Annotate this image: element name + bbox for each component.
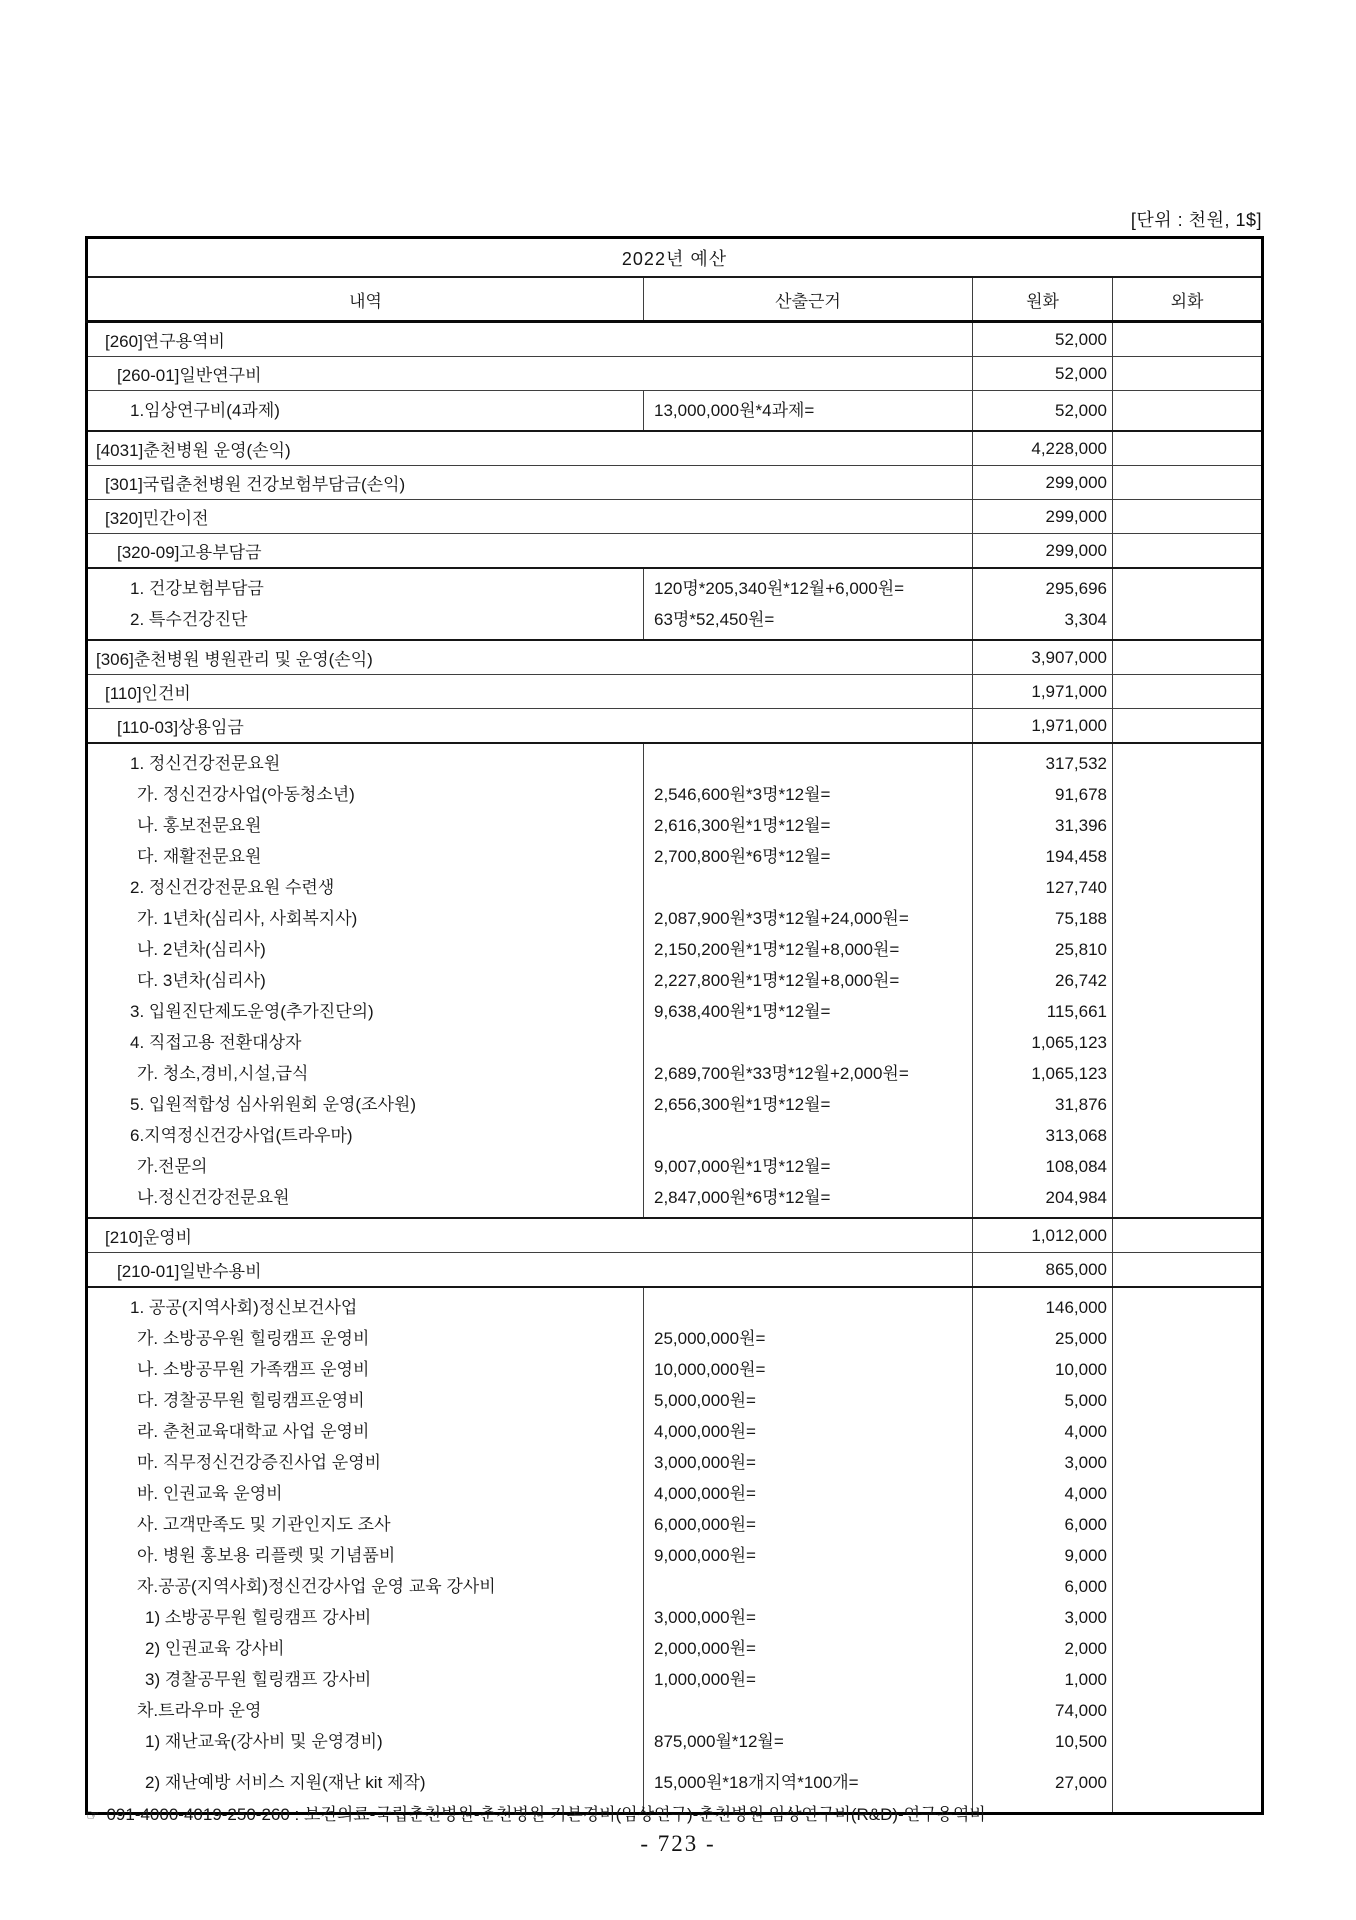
basis-line: 5,000,000원=	[654, 1391, 756, 1410]
fx-line	[1113, 1089, 1261, 1120]
krw-cell: 865,000	[973, 1253, 1113, 1288]
basis-line: 2,689,700원*33명*12월+2,000원=	[654, 1064, 909, 1083]
fx-line	[1113, 872, 1261, 903]
basis-line: 3,000,000원=	[654, 1453, 756, 1472]
fx-line	[1113, 604, 1261, 635]
basis-cell	[644, 743, 973, 1218]
krw-cell: 299,000	[973, 500, 1113, 534]
table-title-row	[87, 238, 1263, 278]
item-cell: [260-01]일반연구비	[87, 357, 973, 391]
basis-line	[644, 872, 972, 903]
table-row	[87, 500, 1263, 534]
item-line: 나. 소방공무원 가족캠프 운영비	[137, 1360, 370, 1379]
item-cell: [260]연구용역비	[87, 322, 973, 357]
basis-line: 2,150,200원*1명*12월+8,000원=	[654, 940, 900, 959]
item-cell: [210]운영비	[87, 1218, 973, 1253]
basis-line: 4,000,000원=	[654, 1484, 756, 1503]
item-line: 2. 특수건강진단	[130, 610, 248, 629]
basis-line: 9,638,400원*1명*12월=	[654, 1002, 831, 1021]
table-title: 2022년 예산	[87, 238, 1263, 278]
krw-line: 31,876	[1055, 1095, 1107, 1114]
basis-line: 2,656,300원*1명*12월=	[654, 1095, 831, 1114]
item-line: 2. 정신건강전문요원 수련생	[130, 878, 335, 897]
basis-line: 2,847,000원*6명*12월=	[654, 1188, 831, 1207]
table-row	[87, 322, 1263, 357]
item-line: 3) 경찰공무원 힐링캠프 강사비	[145, 1670, 372, 1689]
table-row	[87, 466, 1263, 500]
item-line: 아. 병원 홍보용 리플렛 및 기념품비	[137, 1546, 396, 1565]
item-cell	[87, 568, 644, 640]
fx-line	[1113, 1767, 1261, 1798]
krw-line: 74,000	[1055, 1701, 1107, 1720]
table-row	[87, 1287, 1263, 1814]
krw-line: 115,661	[1046, 1002, 1107, 1021]
col-header-fx: 외화	[1113, 277, 1263, 322]
fx-line	[1113, 1664, 1261, 1695]
basis-line: 9,000,000원=	[654, 1546, 756, 1565]
footnote	[86, 1800, 986, 1825]
basis-line: 10,000,000원=	[654, 1360, 766, 1379]
krw-cell: 299,000	[973, 466, 1113, 500]
item-line: 가. 청소,경비,시설,급식	[137, 1064, 309, 1083]
krw-line: 6,000	[1064, 1577, 1107, 1596]
item-cell	[87, 743, 644, 1218]
krw-cell: 4,228,000	[973, 431, 1113, 466]
krw-line: 26,742	[1055, 971, 1107, 990]
fx-line	[1113, 779, 1261, 810]
fx-line	[1113, 1447, 1261, 1478]
krw-line: 1,065,123	[1031, 1033, 1107, 1052]
table-row	[87, 709, 1263, 744]
krw-cell	[973, 1287, 1113, 1814]
table-row	[87, 357, 1263, 391]
item-cell: [320]민간이전	[87, 500, 973, 534]
basis-line: 2,700,800원*6명*12월=	[654, 847, 831, 866]
krw-line: 52,000	[1055, 401, 1107, 420]
krw-cell: 52,000	[973, 322, 1113, 357]
item-line: 가. 소방공우원 힐링캠프 운영비	[137, 1329, 370, 1348]
krw-line: 75,188	[1055, 909, 1107, 928]
basis-line	[644, 1695, 972, 1726]
fx-line	[1113, 395, 1261, 426]
fx-line	[1113, 1058, 1261, 1089]
krw-cell: 1,971,000	[973, 675, 1113, 709]
krw-cell: 52,000	[973, 357, 1113, 391]
table-row	[87, 568, 1263, 640]
fx-line	[1113, 1571, 1261, 1602]
item-line: 1) 재난교육(강사비 및 운영경비)	[145, 1732, 383, 1751]
fx-line	[1113, 934, 1261, 965]
item-cell: [110-03]상용임금	[87, 709, 973, 744]
basis-line: 15,000원*18개지역*100개=	[654, 1773, 859, 1792]
basis-line: 120명*205,340원*12월+6,000원=	[654, 579, 905, 598]
item-line: 1. 건강보험부담금	[130, 579, 264, 598]
fx-line	[1113, 1633, 1261, 1664]
pointing-hand-icon: ☞	[86, 1807, 100, 1824]
item-cell: [210-01]일반수용비	[87, 1253, 973, 1288]
col-header-basis: 산출근거	[644, 277, 973, 322]
fx-line	[1113, 1540, 1261, 1571]
table-row	[87, 431, 1263, 466]
krw-cell: 1,971,000	[973, 709, 1113, 744]
item-cell: [320-09]고용부담금	[87, 534, 973, 569]
fx-line	[1113, 1292, 1261, 1323]
krw-line: 25,810	[1055, 940, 1107, 959]
fx-cell	[1113, 322, 1263, 357]
krw-line: 2,000	[1064, 1639, 1107, 1658]
item-cell: [306]춘천병원 병원관리 및 운영(손익)	[87, 640, 973, 675]
fx-cell	[1113, 640, 1263, 675]
basis-line: 3,000,000원=	[654, 1608, 756, 1627]
fx-line	[1113, 573, 1261, 604]
col-header-item: 내역	[87, 277, 644, 322]
footnote-text: 091-4000-4019-250-260 : 보건의료-국립춘천병원-춘천병원 기본경비(임상연구)-춘천병원 임상연구비(R&D)-연구용역비	[106, 1805, 986, 1824]
fx-cell	[1113, 709, 1263, 744]
krw-line: 4,000	[1064, 1422, 1107, 1441]
basis-cell	[644, 1287, 973, 1814]
fx-line	[1113, 1027, 1261, 1058]
basis-line	[644, 748, 972, 779]
basis-line: 6,000,000원=	[654, 1515, 756, 1534]
table-row	[87, 391, 1263, 432]
fx-cell	[1113, 466, 1263, 500]
item-line: 1.임상연구비(4과제)	[130, 401, 280, 420]
fx-line	[1113, 1385, 1261, 1416]
item-cell: [301]국립춘천병원 건강보험부담금(손익)	[87, 466, 973, 500]
basis-cell	[644, 391, 973, 432]
table-row	[87, 675, 1263, 709]
basis-line: 2,000,000원=	[654, 1639, 756, 1658]
fx-cell	[1113, 743, 1263, 1218]
krw-line: 27,000	[1055, 1773, 1107, 1792]
item-line: 1. 정신건강전문요원	[130, 754, 281, 773]
krw-line: 6,000	[1064, 1515, 1107, 1534]
krw-line: 313,068	[1045, 1126, 1107, 1145]
table-row	[87, 1218, 1263, 1253]
krw-line: 146,000	[1045, 1298, 1107, 1317]
fx-cell	[1113, 431, 1263, 466]
item-line: 나. 2년차(심리사)	[137, 940, 266, 959]
fx-line	[1113, 1120, 1261, 1151]
fx-line	[1113, 1478, 1261, 1509]
item-line: 바. 인권교육 운영비	[137, 1484, 283, 1503]
col-header-krw: 원화	[973, 277, 1113, 322]
basis-line: 2,546,600원*3명*12월=	[654, 785, 831, 804]
krw-cell: 299,000	[973, 534, 1113, 569]
fx-cell	[1113, 675, 1263, 709]
item-cell	[87, 1287, 644, 1814]
krw-line: 204,984	[1045, 1188, 1107, 1207]
krw-line: 295,696	[1045, 579, 1107, 598]
basis-cell	[644, 568, 973, 640]
item-line: 다. 경찰공무원 힐링캠프운영비	[137, 1391, 365, 1410]
item-line: 4. 직접고용 전환대상자	[130, 1033, 302, 1052]
krw-cell: 1,012,000	[973, 1218, 1113, 1253]
krw-cell	[973, 568, 1113, 640]
krw-cell	[973, 391, 1113, 432]
item-line: 사. 고객만족도 및 기관인지도 조사	[137, 1515, 391, 1534]
item-cell: [110]인건비	[87, 675, 973, 709]
basis-line	[644, 1571, 972, 1602]
basis-line: 2,616,300원*1명*12월=	[654, 816, 831, 835]
item-line: 1. 공공(지역사회)정신보건사업	[130, 1298, 358, 1317]
krw-line: 5,000	[1064, 1391, 1107, 1410]
table-row	[87, 1253, 1263, 1288]
krw-line: 91,678	[1055, 785, 1107, 804]
fx-line	[1113, 841, 1261, 872]
fx-cell	[1113, 1253, 1263, 1288]
item-cell	[87, 391, 644, 432]
basis-line: 1,000,000원=	[654, 1670, 756, 1689]
item-line: 5. 입원적합성 심사위원회 운영(조사원)	[130, 1095, 416, 1114]
fx-line	[1113, 1182, 1261, 1213]
item-cell: [4031]춘천병원 운영(손익)	[87, 431, 973, 466]
krw-line: 25,000	[1055, 1329, 1107, 1348]
fx-cell	[1113, 500, 1263, 534]
krw-line: 10,500	[1055, 1732, 1107, 1751]
item-line: 나.정신건강전문요원	[137, 1188, 290, 1207]
fx-cell	[1113, 534, 1263, 569]
krw-line: 3,304	[1064, 610, 1107, 629]
basis-line: 875,000월*12월=	[654, 1732, 784, 1751]
krw-line: 317,532	[1045, 754, 1107, 773]
krw-cell: 3,907,000	[973, 640, 1113, 675]
krw-line: 9,000	[1064, 1546, 1107, 1565]
basis-line: 2,087,900원*3명*12월+24,000원=	[654, 909, 909, 928]
item-line: 6.지역정신건강사업(트라우마)	[130, 1126, 353, 1145]
item-line: 2) 인권교육 강사비	[145, 1639, 285, 1658]
table-row	[87, 640, 1263, 675]
fx-cell	[1113, 391, 1263, 432]
budget-table	[85, 236, 1264, 1815]
unit-note: [단위 : 천원, 1$]	[1130, 210, 1262, 230]
item-line: 마. 직무정신건강증진사업 운영비	[137, 1453, 382, 1472]
krw-line: 31,396	[1055, 816, 1107, 835]
basis-line: 4,000,000원=	[654, 1422, 756, 1441]
basis-line	[644, 1120, 972, 1151]
fx-line	[1113, 1354, 1261, 1385]
table-header-row	[87, 277, 1263, 322]
fx-line	[1113, 810, 1261, 841]
basis-line: 25,000,000원=	[654, 1329, 766, 1348]
basis-line: 2,227,800원*1명*12월+8,000원=	[654, 971, 900, 990]
item-line: 차.트라우마 운영	[137, 1701, 262, 1720]
item-line: 1) 소방공무원 힐링캠프 강사비	[145, 1608, 372, 1627]
krw-line: 108,084	[1045, 1157, 1107, 1176]
krw-line: 4,000	[1064, 1484, 1107, 1503]
item-line: 라. 춘천교육대학교 사업 운영비	[137, 1422, 370, 1441]
basis-line: 9,007,000원*1명*12월=	[654, 1157, 831, 1176]
item-line: 2) 재난예방 서비스 지원(재난 kit 제작)	[145, 1773, 426, 1792]
krw-cell	[973, 743, 1113, 1218]
krw-line: 127,740	[1045, 878, 1107, 897]
table-body	[87, 322, 1263, 1814]
fx-line	[1113, 1323, 1261, 1354]
table-row	[87, 534, 1263, 569]
item-line: 다. 3년차(심리사)	[137, 971, 266, 990]
item-line: 가. 정신건강사업(아동청소년)	[137, 785, 355, 804]
fx-line	[1113, 748, 1261, 779]
fx-line	[1113, 1151, 1261, 1182]
fx-line	[1113, 1695, 1261, 1726]
fx-line	[1113, 1416, 1261, 1447]
fx-cell	[1113, 357, 1263, 391]
fx-cell	[1113, 1287, 1263, 1814]
fx-line	[1113, 903, 1261, 934]
fx-line	[1113, 996, 1261, 1027]
fx-cell	[1113, 1218, 1263, 1253]
item-line: 3. 입원진단제도운영(추가진단의)	[130, 1002, 374, 1021]
item-line: 가. 1년차(심리사, 사회복지사)	[137, 909, 358, 928]
krw-line: 194,458	[1045, 847, 1107, 866]
item-line: 가.전문의	[137, 1157, 208, 1176]
basis-line: 63명*52,450원=	[654, 610, 775, 629]
basis-line	[644, 1292, 972, 1323]
basis-line	[644, 1027, 972, 1058]
fx-line	[1113, 1602, 1261, 1633]
fx-line	[1113, 1509, 1261, 1540]
krw-line: 3,000	[1064, 1453, 1107, 1472]
item-line: 다. 재활전문요원	[137, 847, 262, 866]
krw-line: 1,065,123	[1031, 1064, 1107, 1083]
krw-line: 10,000	[1055, 1360, 1107, 1379]
table-row	[87, 743, 1263, 1218]
item-line: 나. 홍보전문요원	[137, 816, 262, 835]
fx-cell	[1113, 568, 1263, 640]
fx-line	[1113, 965, 1261, 996]
basis-line: 13,000,000원*4과제=	[654, 401, 815, 420]
fx-line	[1113, 1726, 1261, 1757]
item-line: 자.공공(지역사회)정신건강사업 운영 교육 강사비	[137, 1577, 496, 1596]
page-number: - 723 -	[640, 1831, 716, 1856]
krw-line: 3,000	[1064, 1608, 1107, 1627]
krw-line: 1,000	[1064, 1670, 1107, 1689]
